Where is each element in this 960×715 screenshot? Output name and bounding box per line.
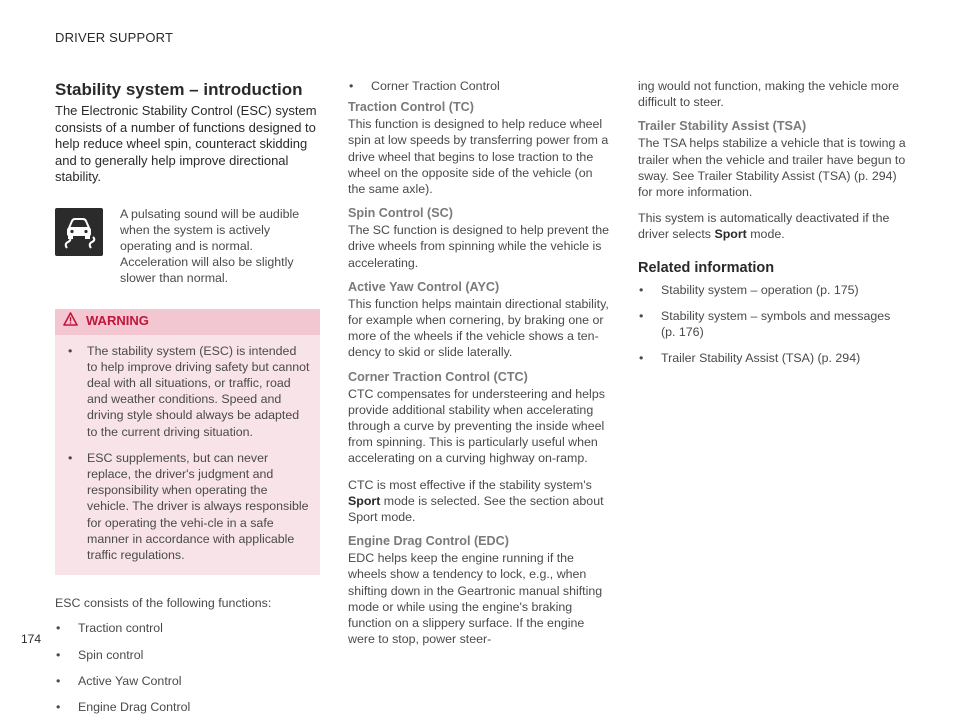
tsa-heading: Trailer Stability Assist (TSA) [638, 119, 807, 134]
sport-keyword: Sport [348, 493, 381, 508]
ayc-heading: Active Yaw Control (AYC) [348, 279, 500, 294]
warning-item: • The stability system (ESC) is intended to help improve driving safety but cannot deal with all situations, or traffic, road and weather conditions. Speed and driving style should always be adapted to the current driving situation. [65, 343, 310, 440]
sport-keyword: Sport [714, 227, 747, 242]
related-list [638, 282, 908, 367]
warning-box [55, 309, 320, 576]
auto-text-b: mode. [746, 227, 785, 242]
edc-heading: Engine Drag Control (EDC) [348, 534, 509, 549]
column-1 [55, 80, 320, 715]
icon-note-text: A pulsating sound will be audible when the system is actively operating and is normal. Acceleration will also be slightly slower than normal. [120, 206, 300, 286]
warning-triangle-icon [63, 312, 78, 330]
ctc-text: CTC compensates for understeering and helps provide additional stability when accelerating through a curve by preventing the inside wheel from spinning. This is particularly useful when accelerating on a curving highway on-ramp. [348, 386, 605, 466]
related-link[interactable]: • Stability system – operation (p. 175) [638, 282, 908, 298]
related-heading: Related information [638, 259, 775, 276]
section-header: DRIVER SUPPORT [55, 30, 174, 45]
sc-text: The SC function is designed to help prevent the drive wheels from spinning while the vehicle is accelerating. [348, 223, 610, 270]
continued-text: ing would not function, making the vehicle more difficult to steer. [638, 79, 900, 110]
edc-text: EDC helps keep the engine running if the wheels show a tendency to lock, e.g., when shifting down in the Geartronic manual shifting mode or while using the engine's braking function on a slippery surface. If the engine were to stop, power steer- [348, 551, 603, 647]
tc-heading: Traction Control (TC) [348, 100, 474, 115]
icon-note [55, 206, 320, 287]
related-link[interactable]: • Trailer Stability Assist (TSA) (p. 294) [638, 350, 908, 366]
page-title: Stability system – introduction [55, 80, 303, 99]
ayc-text: This function helps maintain directional stability, for example when cornering, by braking one or more of the wheels if the vehicle shows a ten-dency to skid or slide laterally. [348, 296, 609, 360]
ctc-sport-text-b: mode is selected. See the section about Sport mode. [348, 493, 604, 525]
functions-list [55, 620, 320, 715]
car-skid-icon [55, 208, 103, 256]
sc-heading: Spin Control (SC) [348, 206, 453, 221]
intro-paragraph: The Electronic Stability Control (ESC) system consists of a number of functions designed to help reduce wheel spin, counteract skidding and to generally help improve directional stability. [55, 103, 317, 184]
warning-title: WARNING [86, 313, 149, 329]
warning-header [55, 309, 320, 335]
list-item: • Engine Drag Control [55, 699, 320, 715]
warning-item: • ESC supplements, but can never replace, the driver's judgment and responsibility when operating the vehicle. The driver is always responsible for operating the vehi-cle in a safe manner in accordance with applicable traffic regulations. [65, 450, 310, 563]
auto-text-a: This system is automatically deactivated if the driver selects [638, 211, 890, 242]
tc-text: This function is designed to help reduce wheel spin at low speeds by transferring power from a drive wheel that begins to lose traction to the wheel on the opposite side of the vehicle (on the same axle). [348, 117, 609, 197]
list-item: • Spin control [55, 647, 320, 663]
related-link[interactable]: • Stability system – symbols and messages (p. 176) [638, 308, 908, 340]
list-item: • Corner Traction Control [348, 78, 613, 94]
ctc-sport-text [348, 477, 613, 526]
functions-intro: ESC consists of the following functions: [55, 596, 272, 611]
auto-deactivate-text [638, 210, 908, 242]
column-2 [348, 78, 613, 647]
list-item: • Active Yaw Control [55, 673, 320, 689]
column-3 [638, 78, 908, 366]
page-number: 174 [21, 632, 42, 646]
list-item: • Traction control [55, 620, 320, 636]
ctc-sport-text-a: CTC is most effective if the stability system's [348, 477, 592, 492]
tsa-text: The TSA helps stabilize a vehicle that is towing a trailer when the vehicle and trailer have begun to sway. See Trailer Stability Assist (TSA) (p. 294) for more information. [638, 136, 906, 200]
ctc-heading: Corner Traction Control (CTC) [348, 369, 528, 384]
